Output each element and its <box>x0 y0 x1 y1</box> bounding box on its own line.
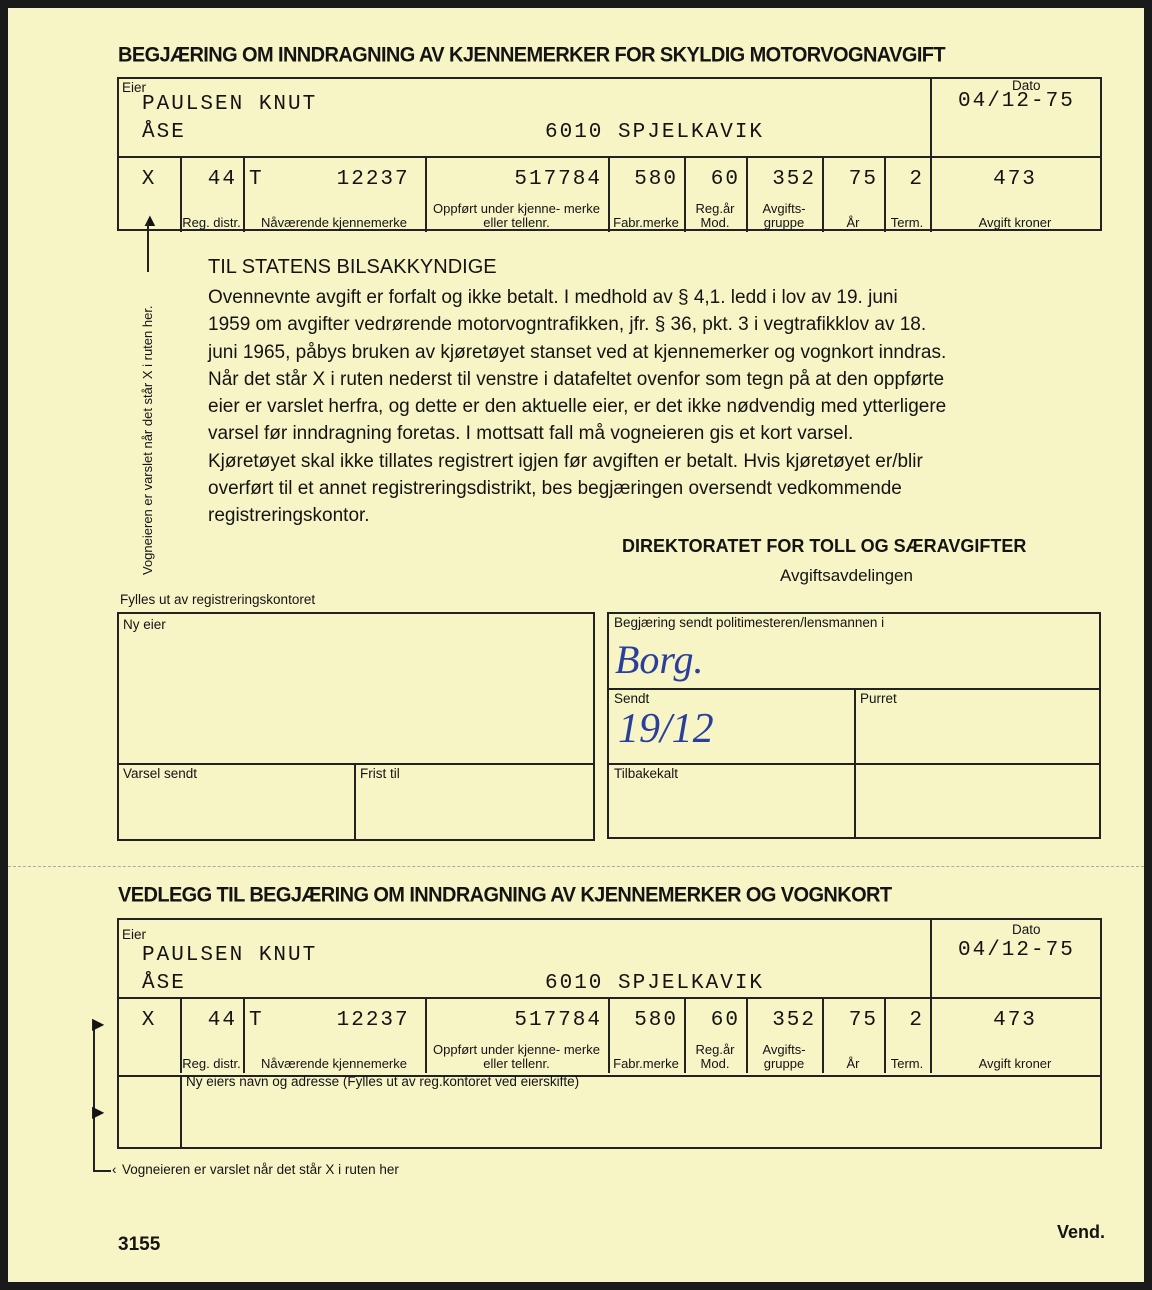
body-line: Ovennevnte avgift er forfalt og ikke betalt. I medhold av § 4,1. ledd i lov av 19. juni <box>208 287 898 308</box>
ny-eier-box <box>117 612 595 841</box>
label-kroner: Avgift kroner <box>978 1056 1052 1071</box>
label-term: Term. <box>890 215 924 230</box>
flag-icon: ▶ <box>92 1016 105 1033</box>
label-gruppe: Avgifts- gruppe <box>762 201 806 230</box>
label-kjennemerke: Nåværende kjennemerke <box>261 215 407 230</box>
arrow-up-icon: ▲ <box>141 210 159 230</box>
label-gruppe: Avgifts- gruppe <box>762 1042 806 1071</box>
value-oppfort: 517784 <box>514 1009 602 1032</box>
recipient: TIL STATENS BILSAKKYNDIGE <box>208 256 497 278</box>
sendt-label: Sendt <box>614 691 650 706</box>
value-reg_distr: 44 <box>207 168 237 191</box>
label-ar: År <box>846 1056 860 1071</box>
side-note: Vogneieren er varslet når det står X i ruten her. <box>140 305 155 575</box>
value-fabr: 580 <box>634 168 678 191</box>
owner-city: 6010 SPJELKAVIK <box>545 121 765 144</box>
body-text <box>208 284 1058 530</box>
label-term: Term. <box>890 1056 924 1071</box>
note-arrow-icon: ‹ <box>112 1162 117 1177</box>
attachment-note: Vogneieren er varslet når det står X i ruten her <box>122 1162 399 1177</box>
value-ar: 75 <box>848 168 878 191</box>
body-line: Når det står X i ruten nederst til venstre i datafeltet ovenfor som tegn på at den oppførte <box>208 368 945 390</box>
attachment-title: VEDLEGG TIL BEGJÆRING OM INNDRAGNING AV KJENNEMERKER OG VOGNKORT <box>118 883 892 907</box>
vend: Vend. <box>1057 1222 1106 1242</box>
frist-label: Frist til <box>360 766 400 781</box>
value-kjennemerke: T 12237 <box>249 168 410 191</box>
tilbakekalt-label: Tilbakekalt <box>614 766 679 781</box>
label-regar: Reg.år Mod. <box>695 201 735 230</box>
value-gruppe: 352 <box>772 168 816 191</box>
value-x: X <box>141 1009 157 1032</box>
value-ar: 75 <box>848 1009 878 1032</box>
owner-name: PAULSEN KNUT <box>142 93 318 116</box>
ny-eier-label: Ny eier <box>123 617 166 632</box>
begjaering-label: Begjæring sendt politimesteren/lensmannen i <box>614 615 885 630</box>
value-kroner: 473 <box>993 1009 1037 1032</box>
label-reg_distr: Reg. distr. <box>182 1056 241 1071</box>
value-oppfort: 517784 <box>514 168 602 191</box>
ny-eier-adresse-label: Ny eiers navn og adresse (Fylles ut av reg.kontoret ved eierskifte) <box>186 1074 580 1089</box>
department: Avgiftsavdelingen <box>780 566 913 585</box>
body-line: Kjøretøyet skal ikke tillates registrert igjen før avgiften er betalt. Hvis kjøretøyet er/blir <box>208 450 923 472</box>
dato-label-2: Dato <box>1012 922 1041 937</box>
eier-label-2: Eier <box>122 927 147 942</box>
body-line: varsel før inndragning foretas. I mottsatt fall må vogneieren gis et kort varsel. <box>208 423 854 445</box>
purret-label: Purret <box>860 691 897 706</box>
value-term: 2 <box>909 1009 924 1032</box>
label-kjennemerke: Nåværende kjennemerke <box>261 1056 407 1071</box>
body-line: juni 1965, påbys bruken av kjøretøyet stanset ved at kjennemerker og vognkort inndras. <box>208 341 947 363</box>
body-line: overført til et annet registreringsdistrikt, bes begjæringen oversendt vedkommende <box>208 478 902 500</box>
dato-value-2: 04/12-75 <box>958 939 1075 962</box>
begjaering-handwritten: Borg. <box>615 637 704 682</box>
sendt-handwritten: 19/12 <box>618 706 714 752</box>
body-line: 1959 om avgifter vedrørende motorvogntrafikken, jfr. § 36, pkt. 3 i vegtrafikklov av 18. <box>208 314 927 336</box>
owner-street-2: ÅSE <box>142 972 186 995</box>
value-fabr: 580 <box>634 1009 678 1032</box>
value-gruppe: 352 <box>772 1009 816 1032</box>
dato-value: 04/12-75 <box>958 90 1075 113</box>
owner-city-2: 6010 SPJELKAVIK <box>545 972 765 995</box>
value-kroner: 473 <box>993 168 1037 191</box>
owner-name-2: PAULSEN KNUT <box>142 944 318 967</box>
value-term: 2 <box>909 168 924 191</box>
value-x: X <box>141 168 157 191</box>
office-heading: Fylles ut av registreringskontoret <box>120 592 316 607</box>
label-kroner: Avgift kroner <box>978 215 1052 230</box>
label-fabr: Fabr.merke <box>613 215 679 230</box>
label-reg_distr: Reg. distr. <box>182 215 241 230</box>
label-oppfort: Oppført under kjenne- merke eller tellenr. <box>433 1042 600 1071</box>
value-regar: 60 <box>710 1009 740 1032</box>
label-fabr: Fabr.merke <box>613 1056 679 1071</box>
varsel-label: Varsel sendt <box>123 766 198 781</box>
dato-label: Dato <box>1012 78 1041 93</box>
label-ar: År <box>846 215 860 230</box>
label-oppfort: Oppført under kjenne- merke eller tellenr. <box>433 201 600 230</box>
owner-street: ÅSE <box>142 121 186 144</box>
form-title: BEGJÆRING OM INNDRAGNING AV KJENNEMERKER FOR SKYLDIG MOTORVOGNAVGIFT <box>118 43 946 67</box>
eier-label: Eier <box>122 80 147 95</box>
label-regar: Reg.år Mod. <box>695 1042 735 1071</box>
value-kjennemerke: T 12237 <box>249 1009 410 1032</box>
value-regar: 60 <box>710 168 740 191</box>
value-reg_distr: 44 <box>207 1009 237 1032</box>
form-number: 3155 <box>118 1234 161 1255</box>
flag-icon: ▶ <box>92 1104 105 1121</box>
body-line: registreringskontor. <box>208 505 370 527</box>
sender: DIREKTORATET FOR TOLL OG SÆRAVGIFTER <box>622 536 1027 556</box>
body-line: eier er varslet herfra, og dette er den aktuelle eier, er det ikke nødvendig med ytterligere <box>208 396 947 418</box>
